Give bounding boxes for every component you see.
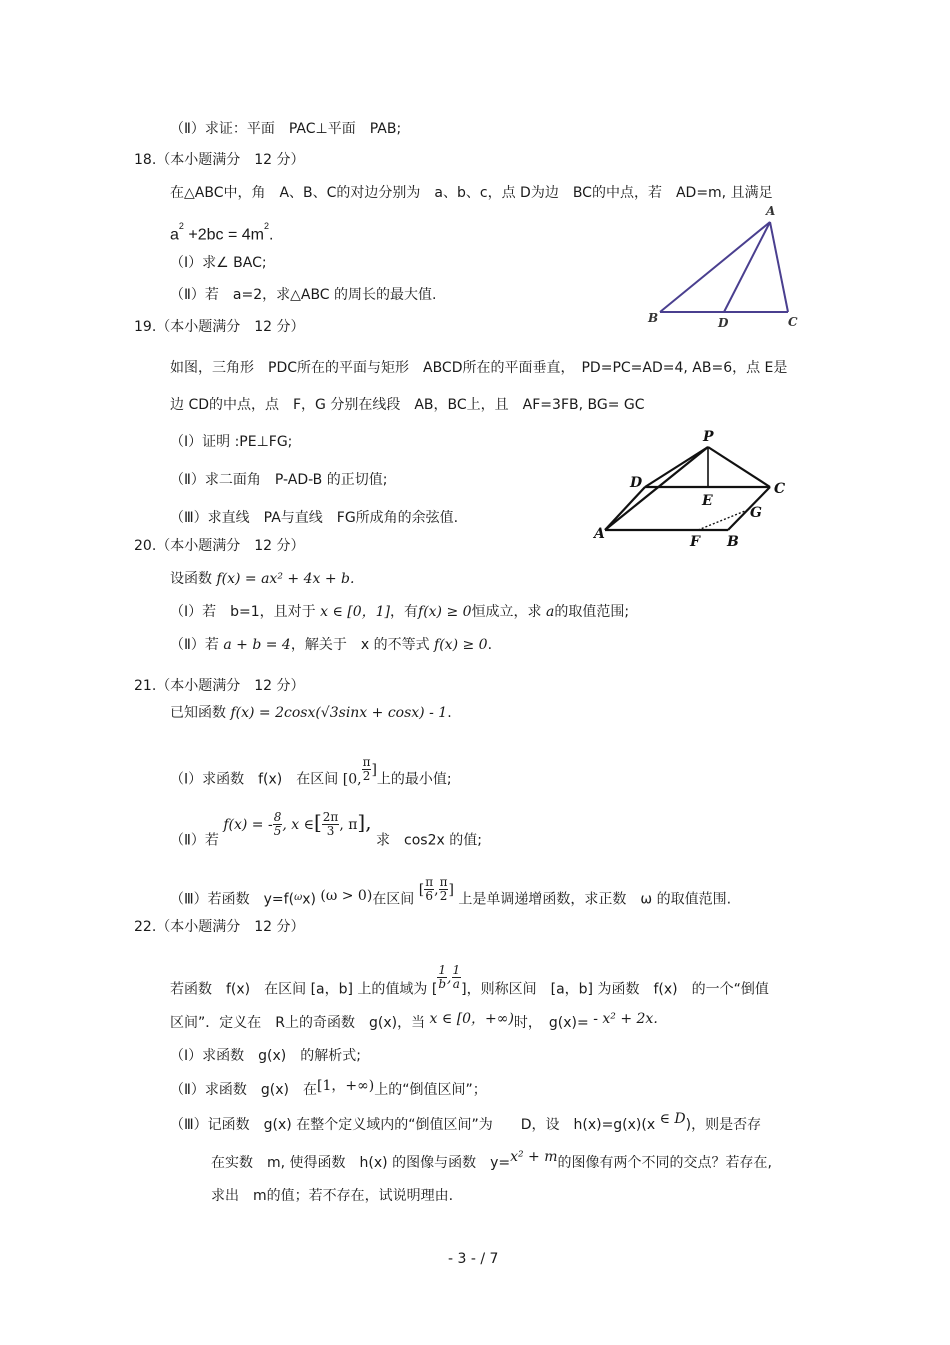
label-g: G	[750, 505, 762, 521]
page-number: - 3 - / 7	[448, 1251, 499, 1267]
q18-part1: （Ⅰ）求∠ BAC;	[170, 255, 267, 271]
label-d: D	[630, 475, 643, 491]
label-p: P	[703, 429, 714, 445]
q18-stem: 在△ABC中，角 A、B、C的对边分别为 a、b、c，点 D为边 BC的中点，若 AD=m, 且满足	[170, 185, 773, 201]
q18-equation: $a^2 +2bc = 4m^2$.	[170, 221, 274, 244]
label-a: A	[766, 204, 776, 218]
q18-header: 18.（本小题满分 12 分）	[134, 152, 305, 168]
triangle-figure	[640, 200, 810, 335]
q18-part2: （Ⅱ）若 a=2，求△ABC 的周长的最大值.	[170, 287, 437, 303]
q19-part3: （Ⅲ）求直线 PA与直线 FG所成角的余弦值.	[170, 510, 459, 526]
label-f: F	[690, 534, 700, 550]
q19-stem-2: 边 CD的中点，点 F，G 分别在线段 AB，BC上，且 AF=3FB, BG= GC	[170, 397, 645, 413]
edge-pd	[645, 447, 708, 487]
q19-stem-1: 如图，三角形 PDC所在的平面与矩形 ABCD所在的平面垂直， PD=PC=AD=4, AB=6，点 E是	[170, 360, 788, 376]
q17-part2: （Ⅱ）求证：平面 PAC⊥平面 PAB;	[170, 121, 402, 137]
label-c: C	[774, 481, 786, 497]
edge-bc	[728, 487, 770, 530]
q20-stem: 设函数 f(x) = ax² + 4x + b.	[170, 571, 355, 587]
edge-ad	[605, 487, 645, 530]
segment-fg	[698, 509, 750, 530]
edge-ac	[770, 222, 788, 312]
q21-stem: 已知函数 f(x) = 2cosx(√3sinx + cosx) - 1.	[170, 705, 452, 721]
q22-header: 22.（本小题满分 12 分）	[134, 919, 305, 935]
q21-part2: （Ⅱ）若 f(x) = - $\frac{8}{5}$ , x ∈[ $\frac{2\pi}{3}$ , π], 求 cos2x 的值;	[170, 809, 482, 849]
q22-part3-cont: 在实数 m, 使得函数 h(x) 的图像与函数 y=x² + m的图像有两个不同的交点？若存在,	[211, 1149, 772, 1171]
edge-ba	[660, 222, 770, 312]
label-c: C	[788, 315, 798, 329]
edge-pa	[605, 447, 708, 530]
q22-part3-cont-2: 求出 m的值；若不存在，试说明理由.	[211, 1188, 454, 1204]
label-e: E	[702, 493, 713, 509]
q21-part1: （Ⅰ）求函数 f(x) 在区间 [0, $\frac{\pi}{2}$ ]上的最小值;	[170, 755, 452, 788]
label-b: B	[727, 534, 739, 550]
pyramid-figure	[590, 425, 805, 550]
edge-pc	[708, 447, 770, 487]
q20-header: 20.（本小题满分 12 分）	[134, 538, 305, 554]
q22-part1: （Ⅰ）求函数 g(x) 的解析式;	[170, 1048, 361, 1064]
q21-part3: （Ⅲ）若函数 y=f($^\omega$x) (ω > 0)在区间 [ $\frac{\pi}{6}$ , $\frac{\pi}{2}$ ] 上是单调递增函数，求正数 ω 的取值范围.	[170, 875, 732, 908]
q22-stem-2: 区间”．定义在 R上的奇函数 g(x)，当 x ∈ [0，+∞)时， g(x)= - x² + 2x.	[170, 1011, 658, 1031]
q20-part2: （Ⅱ）若 a + b = 4，解关于 x 的不等式 f(x) ≥ 0.	[170, 637, 493, 653]
median-ad	[724, 222, 770, 312]
q22-part3: （Ⅲ）记函数 g(x) 在整个定义域内的“倒值区间”为 D，设 h(x)=g(x)(x ∈ D)，则是否存	[170, 1111, 762, 1133]
q22-stem-1: 若函数 f(x) 在区间 [a，b] 上的值域为 [ $\frac{1}{b}$ , $\frac{1}{a}$ ]，则称区间 [a，b] 为函数 f(x) 的一个“倒值	[170, 963, 769, 998]
label-a: A	[594, 526, 605, 542]
q19-header: 19.（本小题满分 12 分）	[134, 319, 305, 335]
q22-part2: （Ⅱ）求函数 g(x) 在[1，+∞)上的“倒值区间”；	[170, 1078, 487, 1098]
label-d: D	[718, 316, 729, 330]
q21-header: 21.（本小题满分 12 分）	[134, 678, 305, 694]
label-b: B	[648, 311, 659, 325]
q19-part2: （Ⅱ）求二面角 P-AD-B 的正切值;	[170, 472, 388, 488]
q20-part1: （Ⅰ）若 b=1，且对于 x ∈ [0，1]，有f(x) ≥ 0恒成立，求 a的取值范围;	[170, 604, 630, 620]
q19-part1: （Ⅰ）证明 :PE⊥FG;	[170, 434, 293, 450]
